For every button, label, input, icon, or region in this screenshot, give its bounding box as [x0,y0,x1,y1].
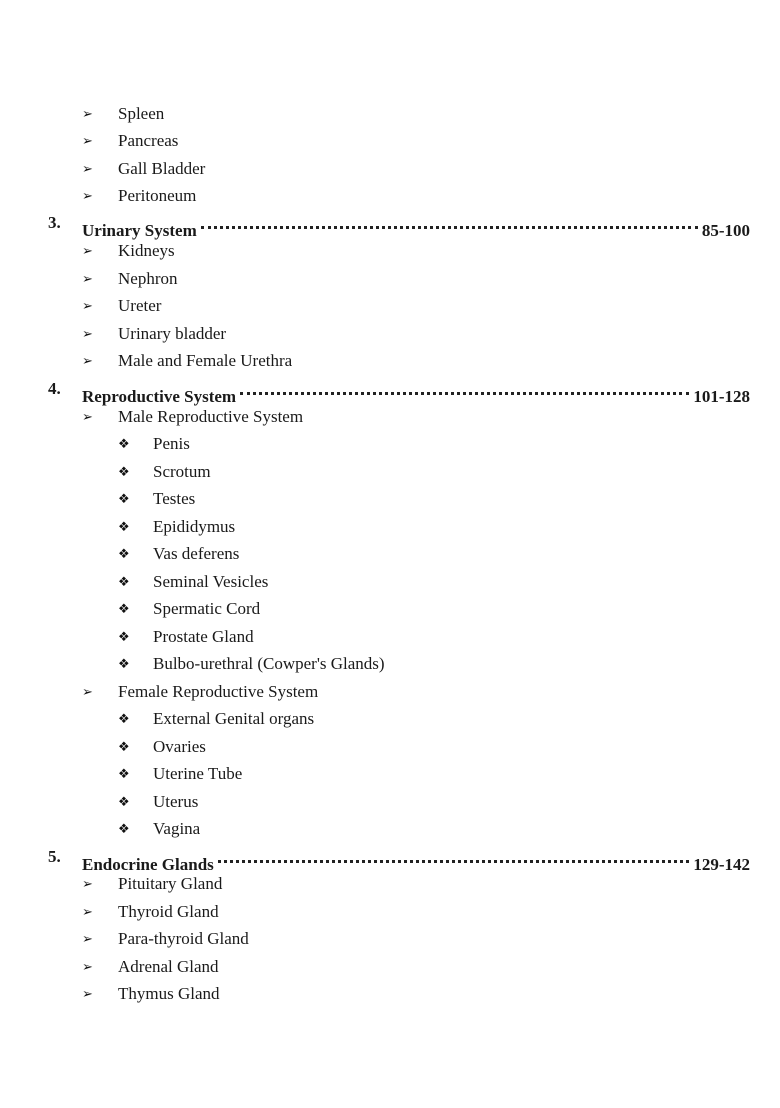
arrow-bullet-icon: ➢ [82,298,93,313]
toc-item [0,347,780,374]
subitem-label: Prostate Gland [153,627,254,646]
dot-leader [201,209,698,236]
toc-item [0,925,780,952]
subsection-label: Female Reproductive System [118,682,319,701]
arrow-bullet-icon: ➢ [82,326,93,341]
toc-item [0,292,780,319]
toc-item-label: Ureter [118,296,162,315]
arrow-bullet-icon: ➢ [82,931,93,946]
toc-item [0,870,780,897]
arrow-bullet-icon: ➢ [82,161,93,176]
section-number: 4. [48,379,61,398]
subsection-label: Male Reproductive System [118,407,304,426]
toc-subitem [0,815,780,842]
diamond-bullet-icon: ❖ [118,656,130,671]
diamond-bullet-icon: ❖ [118,821,130,836]
subitem-label: Vas deferens [153,544,240,563]
toc-item-label: Urinary bladder [118,324,227,343]
arrow-bullet-icon: ➢ [82,959,93,974]
toc-subitem [0,485,780,512]
arrow-bullet-icon: ➢ [82,106,93,121]
toc-item-label: Gall Bladder [118,159,206,178]
diamond-bullet-icon: ❖ [118,519,130,534]
section-title: Endocrine Glands [82,855,214,874]
diamond-bullet-icon: ❖ [118,491,130,506]
toc-subitem [0,568,780,595]
toc-subitem [0,458,780,485]
toc-subitem [0,733,780,760]
toc-subitem [0,705,780,732]
subitem-label: Vagina [153,819,201,838]
section-number: 5. [48,847,61,866]
arrow-bullet-icon: ➢ [82,271,93,286]
arrow-bullet-icon: ➢ [82,986,93,1001]
toc-subsection [0,403,780,430]
diamond-bullet-icon: ❖ [118,711,130,726]
toc-subitem [0,623,780,650]
subitem-label: Bulbo-urethral (Cowper's Glands) [153,654,385,673]
diamond-bullet-icon: ❖ [118,629,130,644]
toc-subitem [0,540,780,567]
subitem-label: Uterus [153,792,199,811]
section-pages: 85-100 [701,221,750,240]
diamond-bullet-icon: ❖ [118,766,130,781]
toc-section-urinary[interactable] [0,209,780,240]
section-pages: 129-142 [693,855,750,874]
toc-item-label: Nephron [118,269,178,288]
subitem-label: External Genital organs [153,709,315,728]
arrow-bullet-icon: ➢ [82,188,93,203]
toc-item-label: Adrenal Gland [118,957,219,976]
diamond-bullet-icon: ❖ [118,794,130,809]
diamond-bullet-icon: ❖ [118,436,130,451]
arrow-bullet-icon: ➢ [82,243,93,258]
toc-item-label: Peritoneum [118,186,197,205]
arrow-bullet-icon: ➢ [82,353,93,368]
toc-item-label: Thymus Gland [118,984,220,1003]
toc-item [0,953,780,980]
subitem-label: Uterine Tube [153,764,243,783]
toc-item [0,100,780,127]
arrow-bullet-icon: ➢ [82,904,93,919]
toc-item-label: Pituitary Gland [118,874,223,893]
toc-subitem [0,650,780,677]
toc-item [0,265,780,292]
toc-subitem [0,595,780,622]
toc-item [0,898,780,925]
toc-subitem [0,788,780,815]
toc-subitem [0,513,780,540]
subitem-label: Seminal Vesicles [153,572,269,591]
subitem-label: Spermatic Cord [153,599,261,618]
toc-section-endocrine[interactable] [0,843,780,874]
toc-item-label: Thyroid Gland [118,902,219,921]
toc-section-reproductive[interactable] [0,375,780,406]
arrow-bullet-icon: ➢ [82,409,93,424]
toc-item-label: Kidneys [118,241,175,260]
diamond-bullet-icon: ❖ [118,464,130,479]
dot-leader [240,375,689,402]
section-title: Urinary System [82,221,197,240]
toc-item-label: Para-thyroid Gland [118,929,249,948]
arrow-bullet-icon: ➢ [82,684,93,699]
subitem-label: Penis [153,434,190,453]
diamond-bullet-icon: ❖ [118,739,130,754]
toc-subsection [0,678,780,705]
subitem-label: Scrotum [153,462,211,481]
toc-item [0,182,780,209]
toc-item [0,980,780,1007]
toc-item-label: Male and Female Urethra [118,351,293,370]
toc-subitem [0,760,780,787]
subitem-label: Testes [153,489,196,508]
subitem-label: Epididymus [153,517,236,536]
diamond-bullet-icon: ❖ [118,546,130,561]
dot-leader [218,843,690,870]
arrow-bullet-icon: ➢ [82,876,93,891]
section-number: 3. [48,213,61,232]
toc-item-label: Spleen [118,104,165,123]
section-pages: 101-128 [693,387,750,406]
subitem-label: Ovaries [153,737,206,756]
toc-item [0,237,780,264]
section-title: Reproductive System [82,387,237,406]
arrow-bullet-icon: ➢ [82,133,93,148]
toc-item [0,320,780,347]
toc-item [0,155,780,182]
toc-subitem [0,430,780,457]
diamond-bullet-icon: ❖ [118,574,130,589]
diamond-bullet-icon: ❖ [118,601,130,616]
toc-item [0,127,780,154]
toc-item-label: Pancreas [118,131,179,150]
